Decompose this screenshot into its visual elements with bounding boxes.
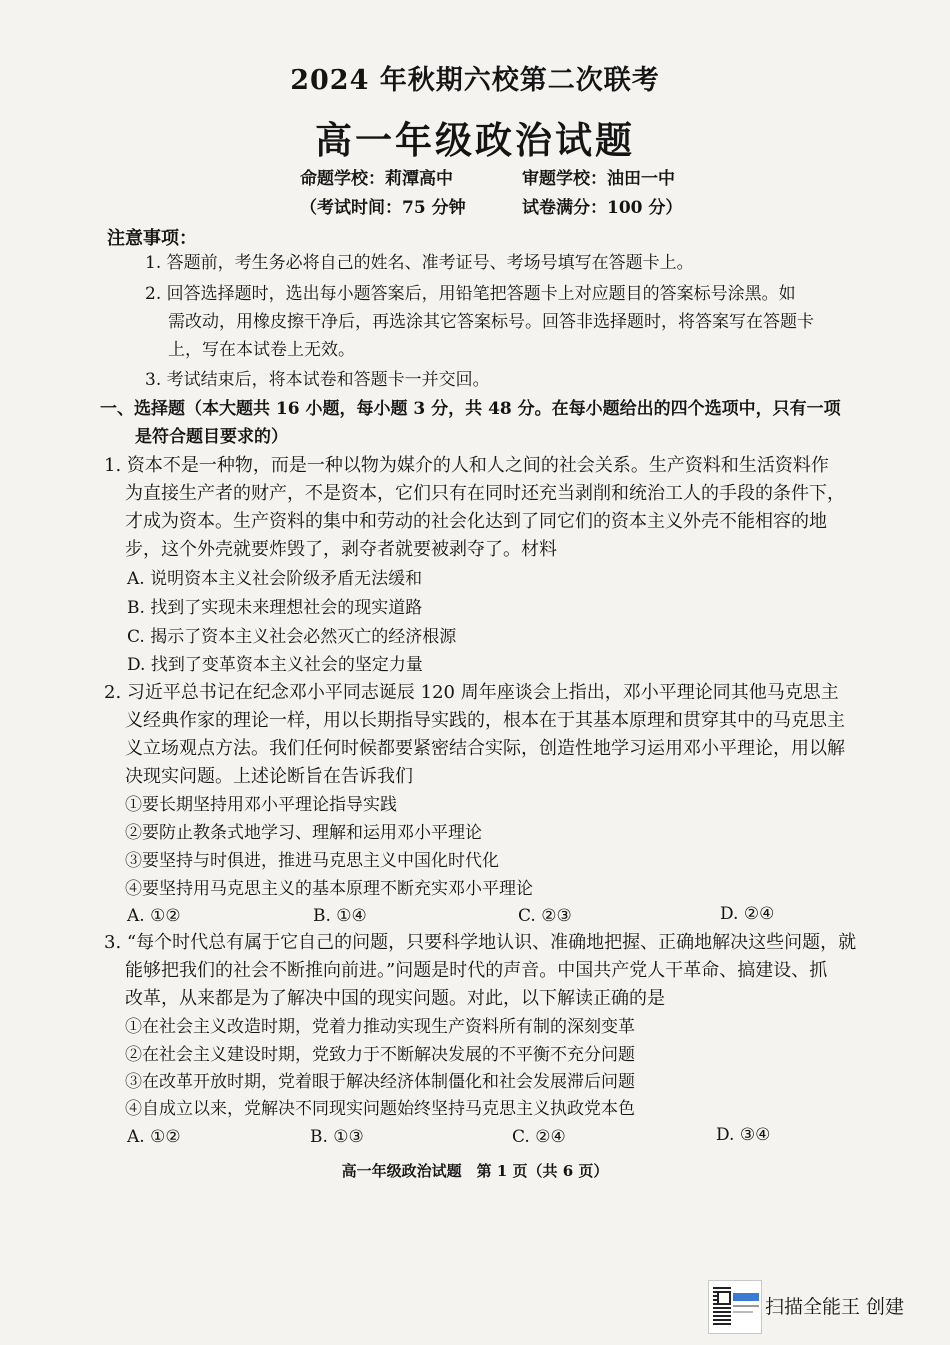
question-3-line-1: 3. “每个时代总有属于它自己的问题，只要科学地认识、准确地把握、正确地解决这些问题，就	[104, 932, 857, 953]
question-2-item-3: ③要坚持与时俱进，推进马克思主义中国化时代化	[125, 851, 499, 871]
paper-title: 高一年级政治试题	[315, 118, 635, 162]
section-heading-line-2: 是符合题目要求的）	[135, 427, 288, 447]
scanner-logo-line-2	[733, 1311, 753, 1313]
qr-code-icon	[708, 1280, 762, 1334]
qr-finder-mark	[717, 1291, 731, 1305]
question-2-choice-b: B. ①④	[313, 906, 367, 926]
question-3-item-3: ③在改革开放时期，党着眼于解决经济体制僵化和社会发展滞后问题	[125, 1072, 635, 1092]
question-1-option-c: C. 揭示了资本主义社会必然灭亡的经济根源	[127, 627, 457, 647]
notice-item-2-line-3: 上，写在本试卷上无效。	[168, 340, 355, 360]
question-3-item-4: ④自成立以来，党解决不同现实问题始终坚持马克思主义执政党本色	[125, 1099, 635, 1119]
question-2-line-4: 决现实问题。上述论断旨在告诉我们	[125, 766, 413, 787]
scanner-logo-band	[733, 1293, 759, 1301]
question-3-choice-b: B. ①③	[310, 1127, 364, 1147]
question-2-choice-d: D. ②④	[720, 904, 775, 924]
notice-item-2-line-1: 2. 回答选择题时，选出每小题答案后，用铅笔把答题卡上对应题目的答案标号涂黑。如	[145, 284, 796, 304]
question-3-choice-c: C. ②④	[512, 1127, 566, 1147]
question-3-choice-d: D. ③④	[716, 1125, 771, 1145]
question-1-line-1: 1. 资本不是一种物，而是一种以物为媒介的人和人之间的社会关系。生产资料和生活资料作	[104, 455, 829, 476]
question-2-line-2: 义经典作家的理论一样，用以长期指导实践的，根本在于其基本原理和贯穿其中的马克思主	[125, 710, 845, 731]
question-2-line-3: 义立场观点方法。我们任何时候都要紧密结合实际，创造性地学习运用邓小平理论，用以解	[125, 738, 845, 759]
question-1-line-4: 步，这个外壳就要炸毁了，剥夺者就要被剥夺了。材料	[125, 539, 557, 560]
question-2-item-1: ①要长期坚持用邓小平理论指导实践	[125, 795, 397, 815]
question-1-option-b: B. 找到了实现未来理想社会的现实道路	[127, 598, 423, 618]
question-1-line-2: 为直接生产者的财产，不是资本，它们只有在同时还充当剥削和统治工人的手段的条件下，	[125, 483, 845, 504]
question-2-choice-a: A. ①②	[127, 906, 181, 926]
setter-school: 命题学校：莉潭高中	[300, 169, 453, 189]
scanner-logo-line	[733, 1305, 759, 1307]
question-3-item-2: ②在社会主义建设时期，党致力于不断解决发展的不平衡不充分问题	[125, 1045, 635, 1065]
notice-item-2-line-2: 需改动，用橡皮擦干净后，再选涂其它答案标号。回答非选择题时，将答案写在答题卡	[168, 312, 814, 332]
question-2-choice-c: C. ②③	[518, 906, 572, 926]
question-1-line-3: 才成为资本。生产资料的集中和劳动的社会化达到了同它们的资本主义外壳不能相容的地	[125, 511, 827, 532]
exam-time: （考试时间：75 分钟	[300, 198, 466, 218]
full-score: 试卷满分：100 分）	[522, 198, 683, 218]
notice-heading: 注意事项：	[107, 228, 197, 249]
question-3-choice-a: A. ①②	[127, 1127, 181, 1147]
notice-item-1: 1. 答题前，考生务必将自己的姓名、准考证号、考场号填写在答题卡上。	[145, 253, 694, 273]
exam-name: 2024 年秋期六校第二次联考	[290, 65, 660, 96]
question-1-option-d: D. 找到了变革资本主义社会的坚定力量	[127, 655, 423, 675]
question-2-item-2: ②要防止教条式地学习、理解和运用邓小平理论	[125, 823, 482, 843]
question-3-line-3: 改革，从来都是为了解决中国的现实问题。对此，以下解读正确的是	[125, 988, 665, 1009]
section-heading-line-1: 一、选择题（本大题共 16 小题，每小题 3 分，共 48 分。在每小题给出的四个选项中，只有一项	[100, 399, 841, 419]
question-3-line-2: 能够把我们的社会不断推向前进。”问题是时代的声音。中国共产党人干革命、搞建设、抓	[125, 960, 828, 981]
scanner-watermark-label: 扫描全能王 创建	[765, 1296, 905, 1318]
notice-item-3: 3. 考试结束后，将本试卷和答题卡一并交回。	[145, 370, 490, 390]
question-3-item-1: ①在社会主义改造时期，党着力推动实现生产资料所有制的深刻变革	[125, 1017, 635, 1037]
reviewer-school: 审题学校：油田一中	[522, 169, 675, 189]
question-2-line-1: 2. 习近平总书记在纪念邓小平同志诞辰 120 周年座谈会上指出，邓小平理论同其他马克思主	[104, 682, 839, 703]
page-footer: 高一年级政治试题 第 1 页（共 6 页）	[341, 1162, 609, 1180]
question-2-item-4: ④要坚持用马克思主义的基本原理不断充实邓小平理论	[125, 879, 533, 899]
question-1-option-a: A. 说明资本主义社会阶级矛盾无法缓和	[127, 569, 423, 589]
